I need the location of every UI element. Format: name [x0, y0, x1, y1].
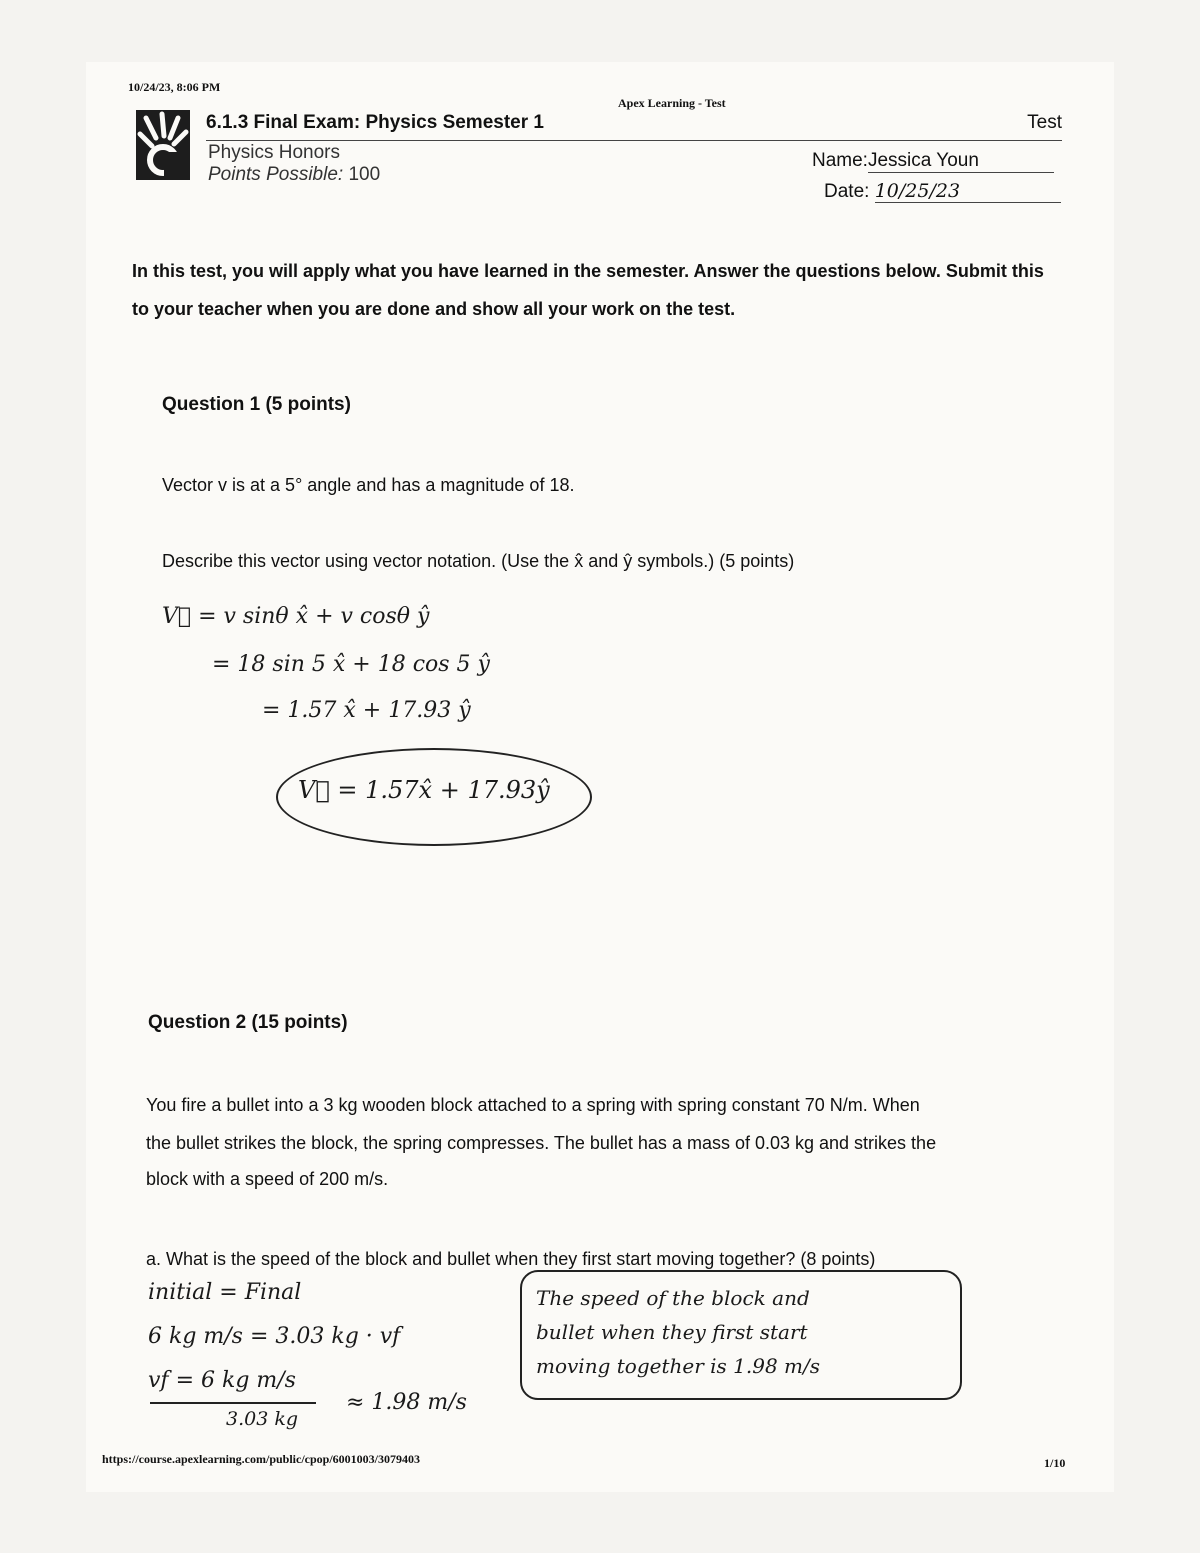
q1-prompt: Vector v is at a 5° angle and has a magnitude of 18.: [162, 475, 575, 495]
apex-logo-icon: [134, 108, 192, 182]
print-date: 10/24/23, 8:06 PM: [128, 80, 221, 94]
q2-heading: Question 2 (15 points): [148, 1012, 348, 1033]
page-number: 1/10: [1044, 1456, 1066, 1470]
points-possible: [208, 164, 380, 186]
q2-work-line-3: vf = 6 kg m/s: [148, 1368, 296, 1393]
footer-url: https://course.apexlearning.com/public/cpop/6001003/3079403: [102, 1452, 421, 1466]
course-name: Physics Honors: [208, 142, 340, 163]
q1-work-line-2: = 18 sin 5 x̂ + 18 cos 5 ŷ: [212, 652, 490, 677]
date-field: [824, 180, 1061, 203]
q2-work-result: ≈ 1.98 m/s: [346, 1390, 467, 1415]
exam-title: 6.1.3 Final Exam: Physics Semester 1: [206, 112, 544, 133]
q1-answer: V⃗ = 1.57x̂ + 17.93ŷ: [298, 776, 550, 804]
date-value: 10/25/23: [875, 180, 1061, 203]
instructions: In this test, you will apply what you have learned in the semester. Answer the questions below. Submit this to your teacher when you are done and show all your work on the test.: [132, 261, 1044, 319]
q1-work-line-3: = 1.57 x̂ + 17.93 ŷ: [262, 698, 471, 723]
q2-answer-line-3: moving together is 1.98 m/s: [536, 1354, 821, 1378]
name-value: Jessica Youn: [868, 150, 1054, 173]
fraction-bar: [150, 1402, 316, 1404]
q2-prompt-line-2: the bullet strikes the block, the spring compresses. The bullet has a mass of 0.03 kg and strikes the: [146, 1133, 937, 1153]
q2-work-line-1: initial = Final: [148, 1280, 302, 1305]
header-divider: [206, 140, 1062, 141]
points-value: 100: [348, 164, 381, 185]
q1-work-line-1: V⃗ = v sinθ x̂ + v cosθ ŷ: [162, 604, 430, 629]
name-field: [812, 150, 1054, 173]
exam-title-row: [206, 112, 1062, 134]
name-label: Name:: [812, 150, 868, 171]
date-label: Date:: [824, 181, 870, 202]
q2-work-denominator: 3.03 kg: [226, 1408, 299, 1430]
assessment-type: Test: [1027, 112, 1062, 133]
q2-work-line-2: 6 kg m/s = 3.03 kg · vf: [148, 1324, 401, 1349]
q2-answer-line-1: The speed of the block and: [536, 1286, 810, 1310]
points-label: Points Possible:: [208, 164, 344, 185]
q1-task: Describe this vector using vector notation. (Use the x̂ and ŷ symbols.) (5 points): [162, 551, 795, 571]
q2-part-a: a. What is the speed of the block and bullet when they first start moving together? (8 points): [146, 1249, 876, 1269]
q1-heading: Question 1 (5 points): [162, 394, 351, 415]
q2-answer-line-2: bullet when they first start: [536, 1320, 808, 1344]
site-name: Apex Learning - Test: [618, 96, 726, 110]
q2-prompt-line-1: You fire a bullet into a 3 kg wooden block attached to a spring with spring constant 70 N/m. When: [146, 1095, 920, 1115]
q2-prompt-line-3: block with a speed of 200 m/s.: [146, 1169, 389, 1189]
